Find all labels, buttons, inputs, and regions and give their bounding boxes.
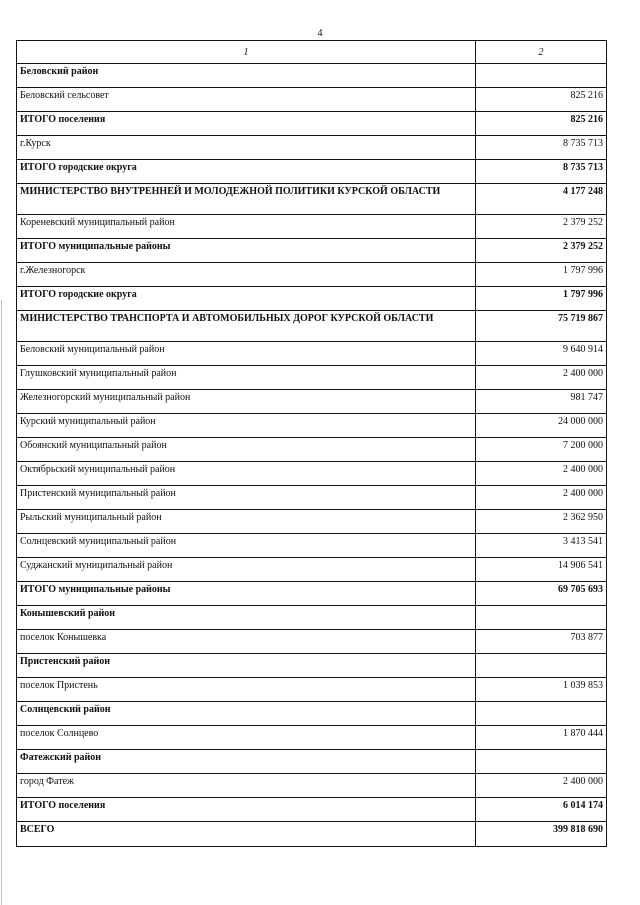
table-row — [17, 438, 607, 462]
row-name-cell: город Фатеж — [17, 774, 476, 798]
table-row — [17, 822, 607, 847]
page-number: 4 — [317, 28, 323, 39]
table-body — [17, 41, 607, 847]
row-name-cell: г.Курск — [17, 136, 476, 160]
table-row — [17, 239, 607, 263]
table-row — [17, 366, 607, 390]
row-value-cell: 2 379 252 — [476, 239, 607, 263]
row-value-cell: 703 877 — [476, 630, 607, 654]
table-row — [17, 136, 607, 160]
row-name-cell: Глушковский муниципальный район — [17, 366, 476, 390]
row-value-cell: 4 177 248 — [476, 184, 607, 215]
row-name-cell: МИНИСТЕРСТВО ВНУТРЕННЕЙ И МОЛОДЕЖНОЙ ПОЛИТИКИ КУРСКОЙ ОБЛАСТИ — [17, 184, 476, 215]
row-name-cell: ИТОГО муниципальные районы — [17, 582, 476, 606]
table-row — [17, 184, 607, 215]
row-value-cell: 7 200 000 — [476, 438, 607, 462]
header-col-2: 2 — [476, 41, 607, 64]
table-row — [17, 486, 607, 510]
table-row — [17, 462, 607, 486]
row-value-cell: 1 039 853 — [476, 678, 607, 702]
table-row — [17, 88, 607, 112]
row-name-cell: Октябрьский муниципальный район — [17, 462, 476, 486]
table-row — [17, 726, 607, 750]
row-value-cell: 8 735 713 — [476, 160, 607, 184]
row-name-cell: Беловский муниципальный район — [17, 342, 476, 366]
row-name-cell: Фатежский район — [17, 750, 476, 774]
row-value-cell: 75 719 867 — [476, 311, 607, 342]
row-value-cell — [476, 702, 607, 726]
row-name-cell: Железногорский муниципальный район — [17, 390, 476, 414]
row-value-cell: 2 400 000 — [476, 366, 607, 390]
table-row — [17, 390, 607, 414]
row-name-cell: Беловский район — [17, 64, 476, 88]
row-name-cell: г.Железногорск — [17, 263, 476, 287]
table-row — [17, 606, 607, 630]
table-row — [17, 112, 607, 136]
row-name-cell: ИТОГО поселения — [17, 112, 476, 136]
table-row — [17, 342, 607, 366]
row-value-cell — [476, 606, 607, 630]
row-value-cell: 8 735 713 — [476, 136, 607, 160]
table-row — [17, 64, 607, 88]
scan-edge-line — [1, 300, 2, 905]
row-name-cell: Пристенский район — [17, 654, 476, 678]
table-row — [17, 311, 607, 342]
table-row — [17, 702, 607, 726]
row-value-cell: 9 640 914 — [476, 342, 607, 366]
row-name-cell: ИТОГО городские округа — [17, 287, 476, 311]
row-value-cell: 1 870 444 — [476, 726, 607, 750]
table-row — [17, 582, 607, 606]
table-row — [17, 630, 607, 654]
row-name-cell: поселок Пристень — [17, 678, 476, 702]
table-row — [17, 287, 607, 311]
table-row — [17, 160, 607, 184]
row-value-cell: 2 400 000 — [476, 774, 607, 798]
table-row — [17, 750, 607, 774]
table-row — [17, 654, 607, 678]
table-row — [17, 558, 607, 582]
row-value-cell: 2 400 000 — [476, 486, 607, 510]
row-value-cell: 6 014 174 — [476, 798, 607, 822]
table-row — [17, 774, 607, 798]
row-name-cell: ИТОГО муниципальные районы — [17, 239, 476, 263]
row-name-cell: МИНИСТЕРСТВО ТРАНСПОРТА И АВТОМОБИЛЬНЫХ ДОРОГ КУРСКОЙ ОБЛАСТИ — [17, 311, 476, 342]
row-value-cell: 3 413 541 — [476, 534, 607, 558]
row-value-cell: 2 400 000 — [476, 462, 607, 486]
row-name-cell: Рыльский муниципальный район — [17, 510, 476, 534]
row-name-cell: ИТОГО поселения — [17, 798, 476, 822]
row-value-cell: 981 747 — [476, 390, 607, 414]
header-col-1: 1 — [17, 41, 476, 64]
row-value-cell: 1 797 996 — [476, 287, 607, 311]
row-name-cell: Пристенский муниципальный район — [17, 486, 476, 510]
row-name-cell: Конышевский район — [17, 606, 476, 630]
row-value-cell: 825 216 — [476, 112, 607, 136]
table-row — [17, 510, 607, 534]
table-row — [17, 414, 607, 438]
row-name-cell: ВСЕГО — [17, 822, 476, 847]
row-value-cell — [476, 654, 607, 678]
row-value-cell: 399 818 690 — [476, 822, 607, 847]
row-name-cell: поселок Солнцево — [17, 726, 476, 750]
row-value-cell: 1 797 996 — [476, 263, 607, 287]
row-name-cell: Курский муниципальный район — [17, 414, 476, 438]
row-value-cell: 24 000 000 — [476, 414, 607, 438]
row-value-cell: 2 362 950 — [476, 510, 607, 534]
row-name-cell: Солнцевский район — [17, 702, 476, 726]
budget-table — [16, 40, 607, 847]
table-row — [17, 798, 607, 822]
row-name-cell: Обоянский муниципальный район — [17, 438, 476, 462]
row-name-cell: Беловский сельсовет — [17, 88, 476, 112]
row-name-cell: Кореневский муниципальный район — [17, 215, 476, 239]
row-value-cell: 14 906 541 — [476, 558, 607, 582]
row-name-cell: Солнцевский муниципальный район — [17, 534, 476, 558]
row-name-cell: Суджанский муниципальный район — [17, 558, 476, 582]
row-value-cell: 825 216 — [476, 88, 607, 112]
table-row — [17, 215, 607, 239]
row-name-cell: ИТОГО городские округа — [17, 160, 476, 184]
row-value-cell: 69 705 693 — [476, 582, 607, 606]
row-value-cell — [476, 64, 607, 88]
table-header-row — [17, 41, 607, 64]
row-value-cell — [476, 750, 607, 774]
table-row — [17, 534, 607, 558]
table-row — [17, 678, 607, 702]
table-row — [17, 263, 607, 287]
row-name-cell: поселок Конышевка — [17, 630, 476, 654]
row-value-cell: 2 379 252 — [476, 215, 607, 239]
